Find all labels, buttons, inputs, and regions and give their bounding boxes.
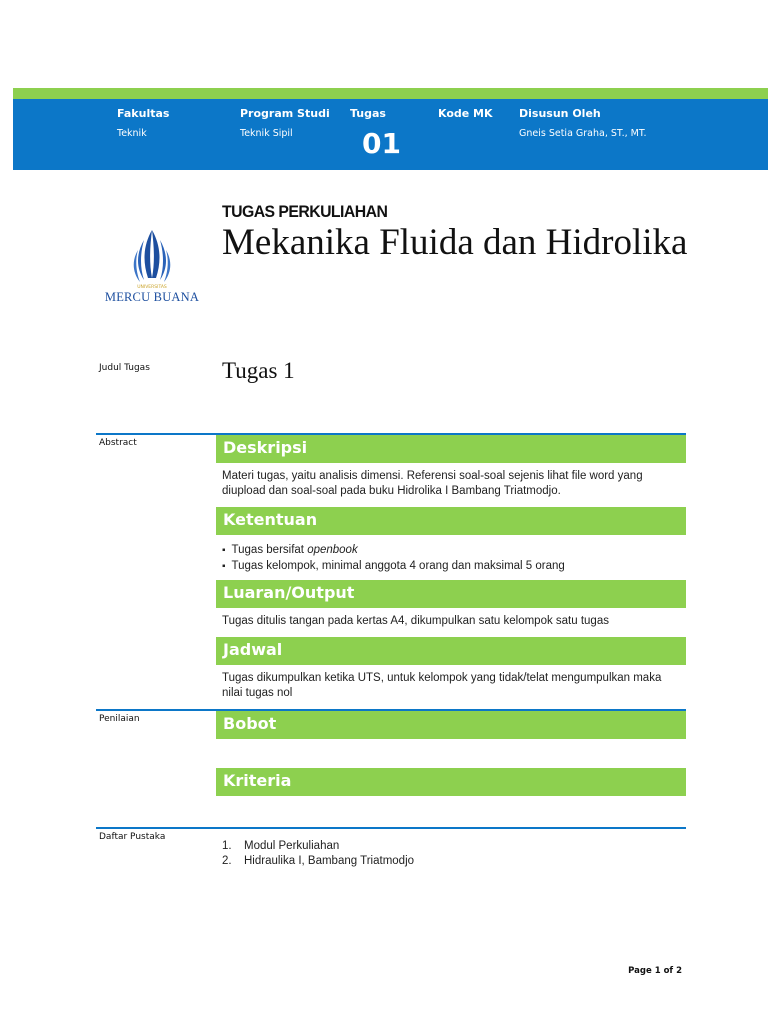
judul-tugas-value: Tugas 1 bbox=[222, 358, 295, 383]
judul-tugas-label: Judul Tugas bbox=[99, 363, 150, 373]
header-kode-label: Kode MK bbox=[438, 107, 493, 120]
header-prodi-label: Program Studi bbox=[240, 107, 330, 120]
header-prodi-value: Teknik Sipil bbox=[240, 128, 293, 139]
header-disusun-label: Disusun Oleh bbox=[519, 107, 601, 120]
ketentuan-heading bbox=[216, 507, 686, 535]
header-top-green-bar bbox=[13, 88, 768, 99]
list-item: 2. Hidraulika I, Bambang Triatmodjo bbox=[222, 854, 415, 867]
document-title: Mekanika Fluida dan Hidrolika bbox=[222, 222, 688, 263]
luaran-heading-text: Luaran/Output bbox=[223, 583, 355, 602]
header-fakultas-label: Fakultas bbox=[117, 107, 170, 120]
kriteria-heading bbox=[216, 768, 686, 796]
page-number: Page 1 of 2 bbox=[628, 966, 682, 976]
jadwal-heading bbox=[216, 637, 686, 665]
bobot-heading-text: Bobot bbox=[223, 714, 277, 733]
ketentuan-heading-text: Ketentuan bbox=[223, 510, 318, 529]
pustaka-list bbox=[222, 839, 682, 868]
jadwal-text: Tugas dikumpulkan ketika UTS, untuk kelompok yang tidak/telat mengumpulkan maka nilai tugas nol bbox=[222, 672, 662, 699]
document-subtitle: TUGAS PERKULIAHAN bbox=[222, 202, 388, 221]
header-band bbox=[13, 99, 768, 170]
logo-flame-icon bbox=[100, 226, 204, 290]
svg-text:UNIVERSITAS: UNIVERSITAS bbox=[137, 285, 167, 290]
list-item: 1. Modul Perkuliahan bbox=[222, 840, 340, 852]
kriteria-heading-text: Kriteria bbox=[223, 771, 292, 790]
header-tugas-label: Tugas bbox=[350, 107, 386, 120]
header-disusun-value: Gneis Setia Graha, ST., MT. bbox=[519, 128, 647, 139]
pustaka-divider bbox=[96, 827, 686, 829]
jadwal-heading-text: Jadwal bbox=[223, 640, 283, 659]
pustaka-label: Daftar Pustaka bbox=[99, 832, 166, 842]
header-fakultas-value: Teknik bbox=[117, 128, 147, 139]
list-item: ▪ Tugas bersifat openbook bbox=[222, 543, 682, 559]
luaran-heading bbox=[216, 580, 686, 608]
abstract-label: Abstract bbox=[99, 438, 137, 448]
list-item: ▪ Tugas kelompok, minimal anggota 4 orang dan maksimal 5 orang bbox=[222, 559, 682, 575]
deskripsi-heading bbox=[216, 435, 686, 463]
deskripsi-heading-text: Deskripsi bbox=[223, 438, 308, 457]
ketentuan-list bbox=[222, 543, 682, 574]
luaran-text: Tugas ditulis tangan pada kertas A4, dikumpulkan satu kelompok satu tugas bbox=[222, 615, 609, 627]
logo-text: MERCU BUANA bbox=[104, 290, 200, 304]
penilaian-label: Penilaian bbox=[99, 714, 140, 724]
university-logo bbox=[100, 226, 204, 310]
deskripsi-text: Materi tugas, yaitu analisis dimensi. Referensi soal-soal sejenis lihat file word yang diupload dan soal-soal pada buku Hidrolika I Bambang Triatmodjo. bbox=[222, 470, 643, 497]
header-tugas-number: 01 bbox=[362, 127, 401, 160]
bobot-heading bbox=[216, 711, 686, 739]
